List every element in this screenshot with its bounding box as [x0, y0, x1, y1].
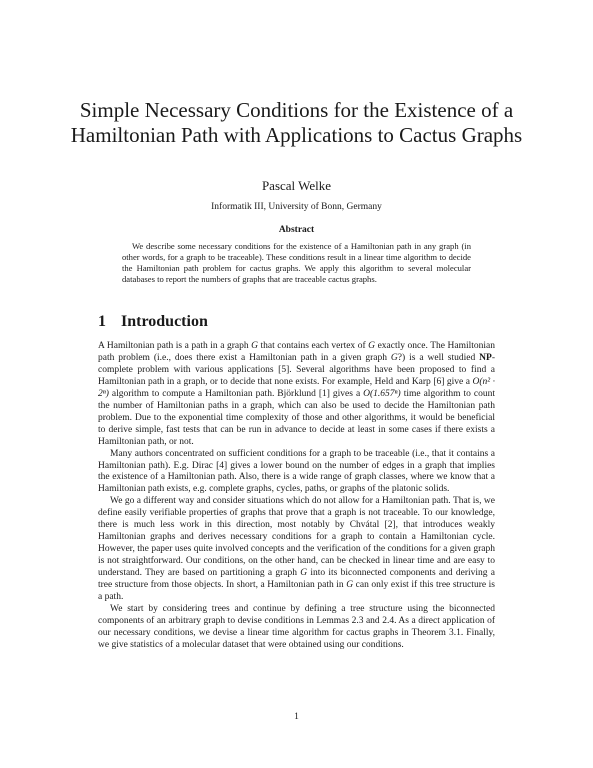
- text-run: exactly once. The Hamiltonian path problem (i.e., does there exist a Hamiltonian path in a given graph: [98, 341, 495, 363]
- paper-title: Simple Necessary Conditions for the Existence of a Hamiltonian Path with Applications to Cactus Graphs: [70, 98, 523, 147]
- math-var: G: [346, 580, 354, 591]
- math-var: G: [390, 352, 398, 363]
- section-title: Introduction: [121, 313, 208, 330]
- author-affiliation: Informatik III, University of Bonn, Germany: [211, 202, 382, 212]
- text-run: can only exist if this tree structure is a path.: [98, 580, 495, 603]
- paragraph-4: We start by considering trees and continue by defining a tree structure using the biconnected components of an arbitrary graph to devise conditions in Lemmas 2.3 and 2.4. As a direct application of our necessary conditions, we devise a linear time algorithm for cactus graphs in Theorem 3.1. Finally, we give statistics of a molecular dataset that were obtained using our conditions.: [98, 603, 495, 650]
- author-name: Pascal Welke: [261, 178, 332, 193]
- abstract-heading: Abstract: [278, 225, 315, 235]
- np-term: NP: [479, 352, 492, 363]
- text-run: algorithm to compute a Hamiltonian path. Björklund [1] gives a: [108, 388, 364, 399]
- text-run: We go a different way and consider situations which do not allow for a Hamiltonian path. That is, we define easily verifiable properties of graphs that prove that a graph is not traceable. To our knowledge, there is much less work in this direction, most notably by Chvátal [2], that introduces weakly Hamiltonian graphs and derives necessary conditions for a graph to contain a Hamiltonian cycle. However, the paper uses quite involved concepts and the verification of the conditions for a given graph is not straightforward. Our conditions, on the other hand, can be checked in linear time and are easy to understand. They are based on partitioning a graph: [98, 496, 495, 579]
- page-number: 1: [294, 712, 299, 722]
- text-run: that contains each vertex of: [258, 341, 369, 351]
- section-heading-introduction: [98, 313, 208, 331]
- paragraph-1: [98, 341, 495, 449]
- math-expr: O(n² · 2ⁿ): [98, 376, 495, 399]
- paragraph-2: Many authors concentrated on sufficient conditions for a graph to be traceable (i.e., that it contains a Hamiltonian path). E.g. Dirac [4] gives a lower bound on the number of edges in a graph that implies the existence of a Hamiltonian path. Also, there is a wide range of graph classes, where we know that a Hamiltonian path exists, e.g. complete graphs, cycles, paths, or graphs of the platonic solids.: [98, 448, 495, 495]
- math-var: G: [251, 341, 258, 351]
- section-number: 1: [98, 313, 106, 330]
- text-run: A Hamiltonian path is a path in a graph: [98, 341, 252, 351]
- math-var: G: [300, 568, 308, 579]
- math-expr: O(1.657ⁿ): [363, 388, 401, 399]
- abstract-text: We describe some necessary conditions for the existence of a Hamiltonian path in any graph (in other words, for a graph to be traceable). These conditions result in a linear time algorithm to decide the Hamiltonian path problem for cactus graphs. We apply this algorithm to several molecular databases to report the numbers of graphs that are traceable cactus graphs.: [122, 241, 471, 284]
- introduction-body: [98, 341, 495, 652]
- text-run: -complete problem with various applications [5]. Several algorithms have been proposed to find a Hamiltonian path in a graph, or to decide that none exists. For example, Held and Karp [6] give a: [98, 352, 495, 387]
- text-run: into its biconnected components and deriving a tree structure from those objects. In short, a Hamiltonian path in: [98, 568, 495, 591]
- math-var: G: [368, 341, 376, 351]
- paragraph-3: [98, 496, 495, 604]
- text-run: time algorithm to count the number of Hamiltonian paths in a graph, which can also be used to decide the Hamiltonian path problem. Due to the exponential time complexity of those and other algorithms, it would be beneficial to derive simple, fast tests that can be run in advance to decide at least in some cases if there exists a Hamiltonian path, or not.: [98, 388, 495, 447]
- text-run: ?) is a well studied: [397, 352, 480, 363]
